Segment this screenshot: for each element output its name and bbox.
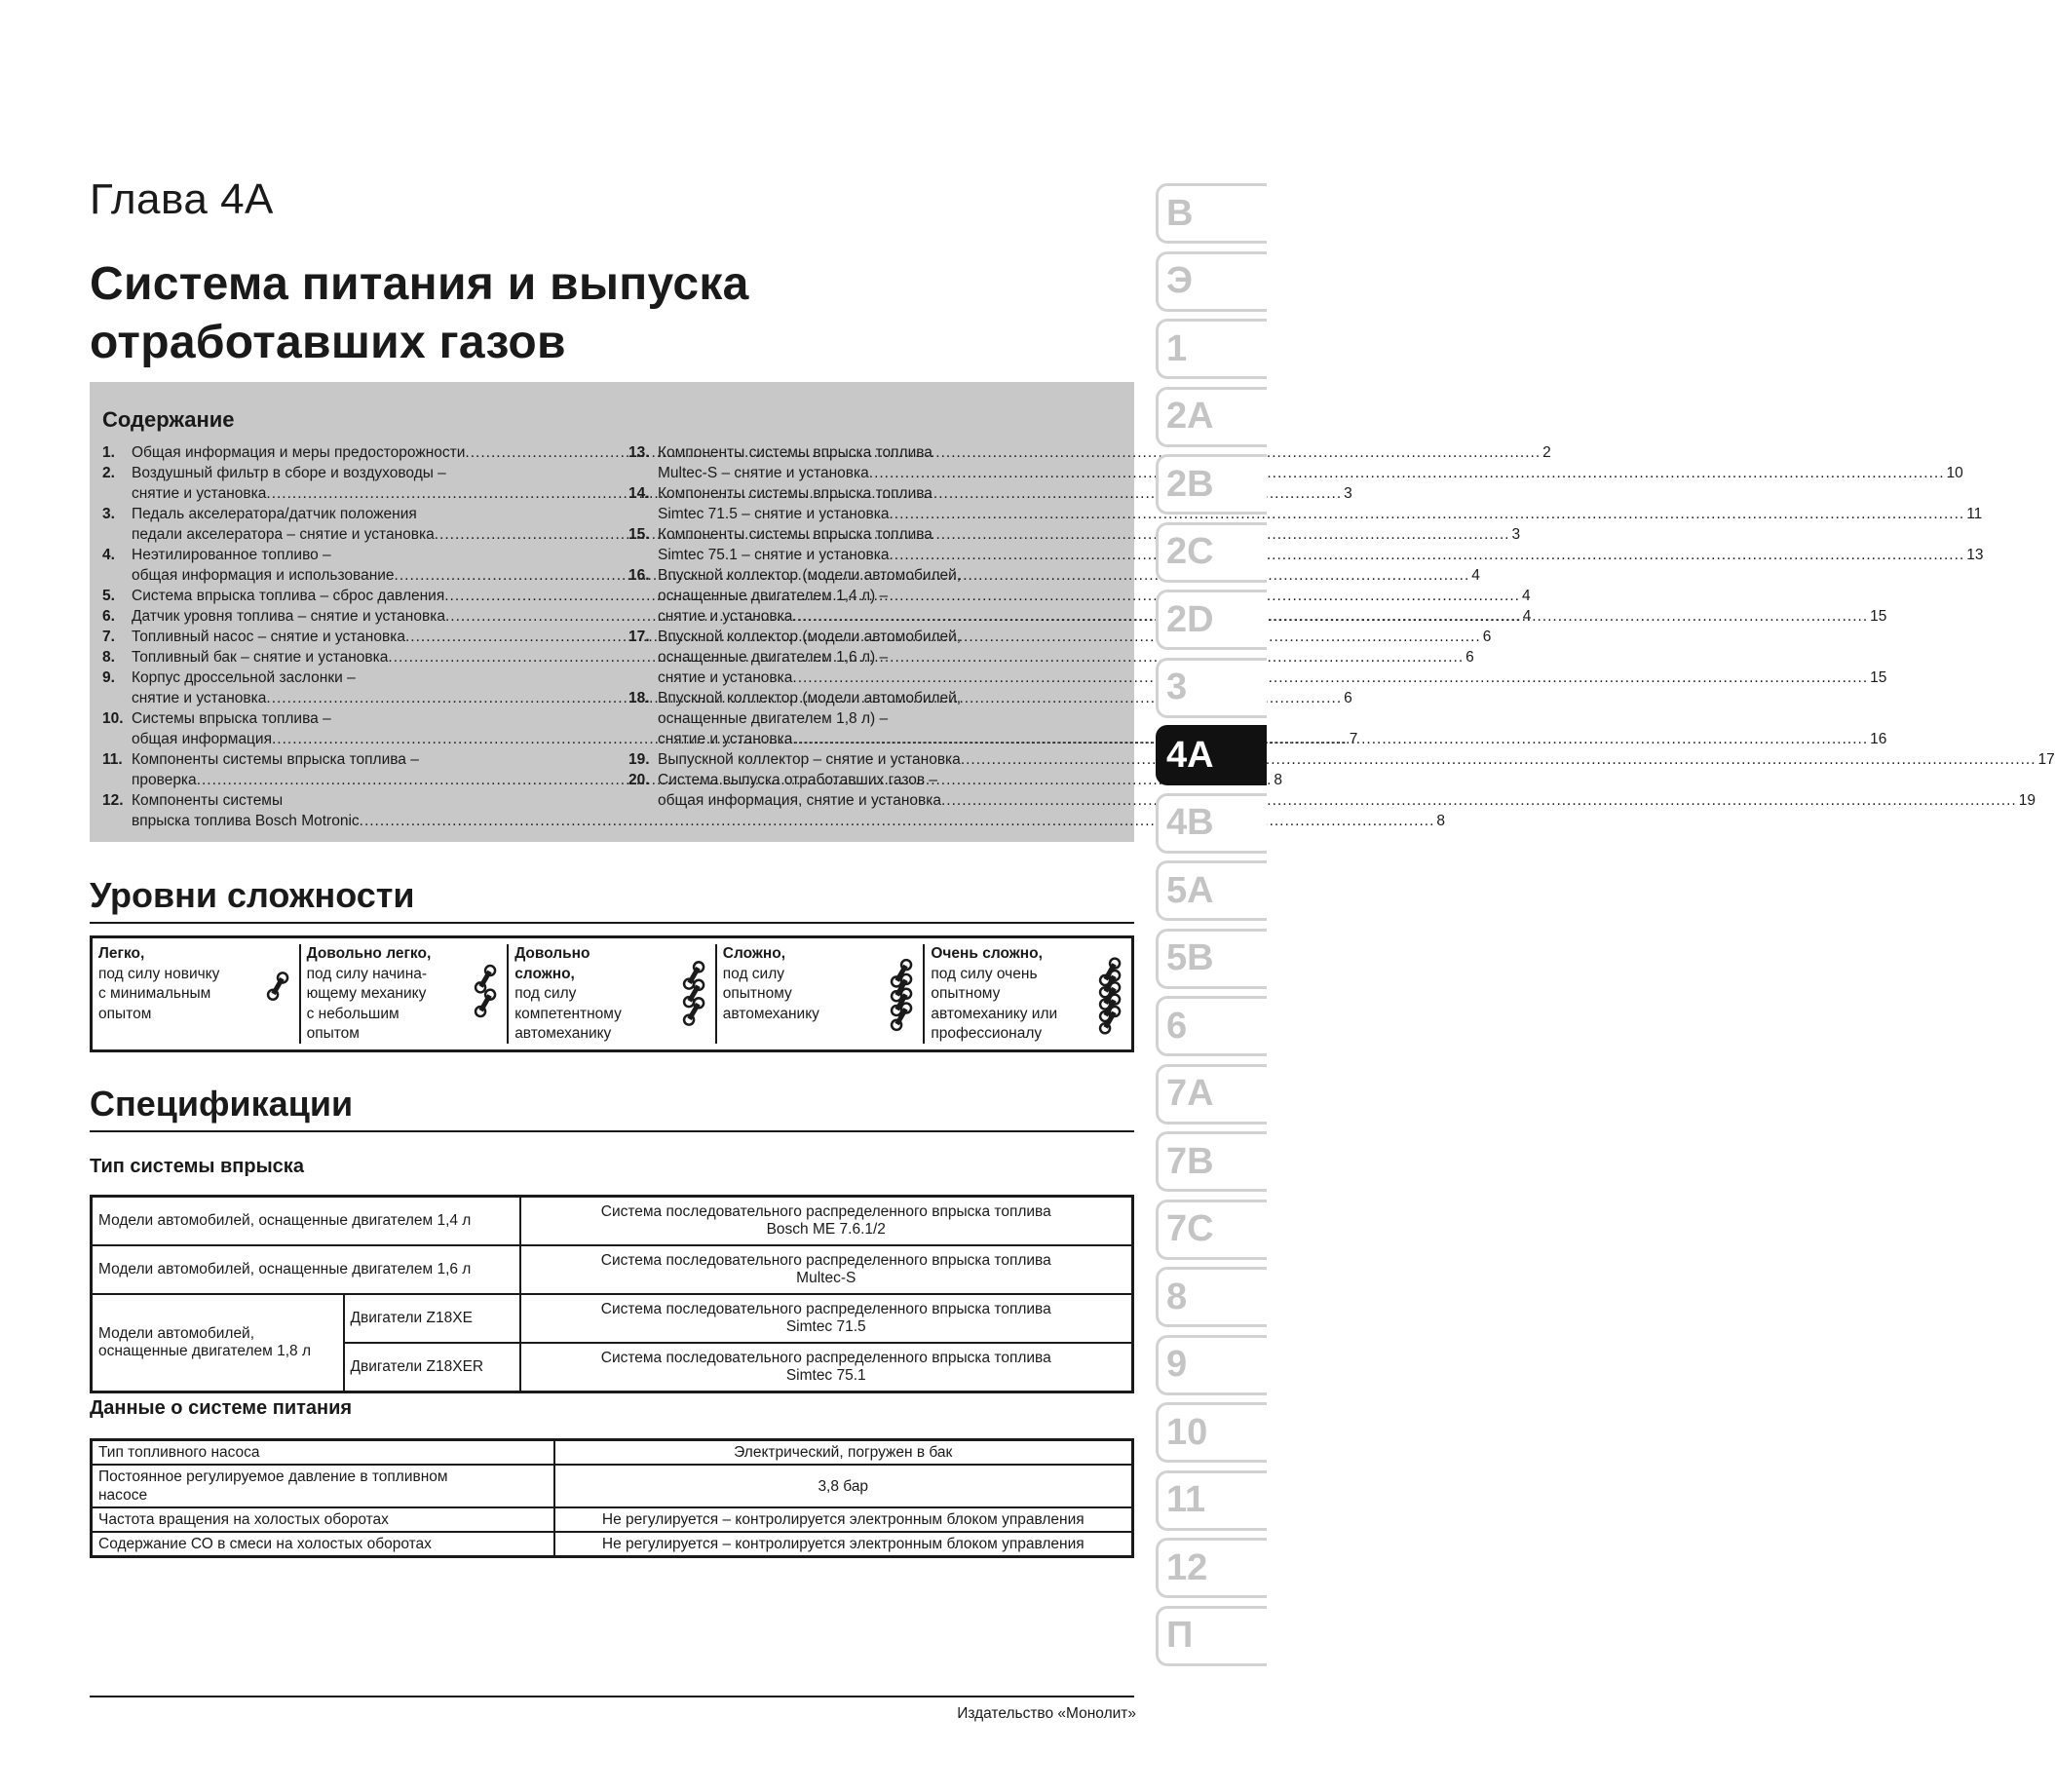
difficulty-level-name: Очень сложно, <box>931 945 1043 962</box>
toc-item-body <box>658 749 2055 770</box>
toc-item-text: впрыска топлива Bosch Motronic <box>132 813 360 829</box>
value-line: Система последовательного распределенного впрыска топлива <box>600 1350 1051 1366</box>
toc-item-page: 8 <box>1274 772 1283 788</box>
table-cell-value: Не регулируется – контролируется электронным блоком управления <box>554 1507 1133 1532</box>
toc-item-body <box>658 770 2036 811</box>
toc-item-number: 19. <box>628 751 650 768</box>
toc-item-text: снятие и установка <box>658 608 793 625</box>
difficulty-level-name: Довольно <box>514 945 590 962</box>
toc-item-line <box>658 463 1963 483</box>
difficulty-level-desc: компетентному <box>514 1005 622 1022</box>
toc-item-number: 7. <box>102 629 115 645</box>
toc-item-line <box>658 586 1886 606</box>
toc-item-number: 5. <box>102 588 115 604</box>
toc-item-line <box>658 708 1886 729</box>
table-cell-label <box>92 1294 344 1392</box>
tab-chapter-13[interactable]: 7А <box>1156 1064 1267 1125</box>
toc-item-page: 3 <box>1511 526 1521 543</box>
difficulty-level <box>717 944 926 1044</box>
toc-item-text: Компоненты системы <box>132 792 284 809</box>
toc-item-number: 3. <box>102 506 115 522</box>
toc-item-number: 4. <box>102 547 115 563</box>
label-line: Частота вращения на холостых оборотах <box>98 1511 389 1528</box>
toc-item-number: 6. <box>102 608 115 625</box>
toc-item-page: 4 <box>1522 608 1532 625</box>
toc-item-number: 17. <box>628 629 650 645</box>
toc-item-text: проверка <box>132 772 197 788</box>
toc-item-text: Топливный насос – снятие и установка <box>132 629 405 645</box>
footer-divider <box>90 1696 1134 1697</box>
difficulty-level-desc: под силу начина- <box>306 965 428 982</box>
table-cell-value <box>520 1294 1133 1343</box>
toc-item-text: педали акселератора – снятие и установка <box>132 526 435 543</box>
toc-leader-dots <box>941 790 2017 811</box>
toc-item-text: Датчик уровня топлива – снятие и установка <box>132 608 445 625</box>
label-line: Постоянное регулируемое давление в топливном <box>98 1468 448 1485</box>
difficulty-level-text <box>723 944 885 1044</box>
table-row <box>92 1465 1133 1507</box>
table-cell-label <box>92 1532 554 1557</box>
value-line: Система последовательного распределенного впрыска топлива <box>600 1252 1051 1269</box>
label-line: оснащенные двигателем 1,8 л <box>98 1343 312 1359</box>
toc-item[interactable] <box>628 627 1887 688</box>
toc-item-text: Выпускной коллектор – снятие и установка <box>658 751 961 768</box>
toc-item-text: Топливный бак – снятие и установка <box>132 649 389 666</box>
toc-leader-dots <box>792 667 1868 688</box>
tab-chapter-8[interactable]: 4А <box>1156 725 1267 785</box>
specifications-heading: Спецификации <box>90 1084 1134 1132</box>
toc-item-number: 14. <box>628 485 650 502</box>
value-line: Simtec 71.5 <box>785 1318 866 1335</box>
toc-item-text: Simtec 71.5 – снятие и установка <box>658 506 890 522</box>
table-cell-label <box>92 1507 554 1532</box>
wrench-1-icon <box>260 944 295 1044</box>
table-cell-value <box>520 1343 1133 1392</box>
tab-chapter-14[interactable]: 7В <box>1156 1131 1267 1192</box>
value-line: Bosch ME 7.6.1/2 <box>766 1221 886 1238</box>
difficulty-level-text <box>307 944 469 1044</box>
toc-item-text: Корпус дроссельной заслонки – <box>132 669 356 686</box>
table-row <box>92 1294 1133 1343</box>
toc-item-page: 3 <box>1344 485 1352 502</box>
difficulty-level-desc: автомеханику <box>722 1005 819 1022</box>
toc-item-body <box>658 483 1982 524</box>
table-cell-sublabel: Двигатели Z18XE <box>344 1294 520 1343</box>
table-cell-label <box>92 1465 554 1507</box>
toc-item-text: снятие и установка <box>132 485 267 502</box>
toc-item-body <box>658 524 1983 565</box>
toc-item-body <box>658 627 1886 688</box>
difficulty-levels <box>90 935 1134 1052</box>
toc-leader-dots <box>792 729 1868 749</box>
tab-chapter-7[interactable]: 3 <box>1156 658 1267 718</box>
toc-item-line <box>658 627 1886 647</box>
table-cell-sublabel: Двигатели Z18XER <box>344 1343 520 1392</box>
difficulty-level-desc: ющему механику <box>306 985 427 1002</box>
tab-chapter-0[interactable]: В <box>1156 183 1267 244</box>
toc-item[interactable] <box>628 442 1963 483</box>
difficulty-level <box>509 944 717 1044</box>
tab-chapter-21[interactable]: П <box>1156 1606 1267 1666</box>
tab-chapter-19[interactable]: 11 <box>1156 1470 1267 1531</box>
table-row <box>92 1532 1133 1557</box>
toc-item-text: Воздушный фильтр в сборе и воздуховоды – <box>132 465 446 481</box>
table-row <box>92 1440 1133 1466</box>
toc-leader-dots <box>889 504 1964 524</box>
tab-chapter-15[interactable]: 7С <box>1156 1200 1267 1260</box>
toc-item-page: 15 <box>1870 608 1887 625</box>
tab-chapter-4[interactable]: 2В <box>1156 454 1267 515</box>
toc-item-text: Компоненты системы впрыска топлива <box>658 485 932 502</box>
difficulty-level-desc: под силу <box>514 985 577 1002</box>
toc-item-line <box>658 565 1886 586</box>
toc-item[interactable] <box>628 688 1887 749</box>
value-line: Simtec 75.1 <box>785 1367 866 1384</box>
toc-item-number: 13. <box>628 444 650 461</box>
tab-chapter-3[interactable]: 2А <box>1156 387 1267 447</box>
table-cell-label <box>92 1440 554 1466</box>
difficulty-level-desc: опытному <box>931 985 1001 1002</box>
wrench-4-icon <box>884 944 919 1044</box>
tab-chapter-1[interactable]: Э <box>1156 251 1267 312</box>
toc-item-page: 4 <box>1521 588 1531 604</box>
difficulty-level-name: Легко, <box>98 945 145 962</box>
toc-leader-dots <box>792 606 1868 627</box>
table-cell-value: Не регулируется – контролируется электронным блоком управления <box>554 1532 1133 1557</box>
toc-item-text: Неэтилированное топливо – <box>132 547 331 563</box>
table-row <box>92 1507 1133 1532</box>
toc-item-line <box>658 545 1983 565</box>
difficulty-level-name: сложно, <box>514 965 575 982</box>
injection-type-subheading: Тип системы впрыска <box>90 1156 304 1177</box>
toc-item-line <box>658 483 1982 504</box>
label-line: насосе <box>98 1487 148 1504</box>
toc-item-line <box>658 606 1886 627</box>
tab-chapter-17[interactable]: 9 <box>1156 1335 1267 1395</box>
tab-chapter-6[interactable]: 2D <box>1156 590 1267 650</box>
page-title-line-2: отработавших газов <box>90 317 566 368</box>
difficulty-level-desc: под силу очень <box>931 965 1038 982</box>
difficulty-level <box>301 944 510 1044</box>
toc-item-text: снятие и установка <box>132 690 267 706</box>
toc-item-line <box>658 667 1886 688</box>
toc-item-text: Впускной коллектор (модели автомобилей, <box>658 690 962 706</box>
difficulty-level <box>93 944 301 1044</box>
toc-item-text: Система впрыска топлива – сброс давления <box>132 588 445 604</box>
table-row <box>92 1245 1133 1294</box>
toc-item-text: Системы впрыска топлива – <box>132 710 331 727</box>
toc-item-page: 6 <box>1482 629 1492 645</box>
toc-item-page: 6 <box>1465 649 1474 666</box>
toc-item-number: 2. <box>102 465 115 481</box>
toc-item-line <box>658 524 1983 545</box>
toc-item-text: Педаль акселератора/датчик положения <box>132 506 417 522</box>
table-cell-label: Модели автомобилей, оснащенные двигателем 1,4 л <box>92 1197 520 1246</box>
toc-item-line <box>658 647 1886 667</box>
toc-item-number: 8. <box>102 649 115 666</box>
toc-item-page: 15 <box>1870 669 1887 686</box>
difficulty-level-desc: под силу <box>722 965 785 982</box>
tab-chapter-2[interactable]: 1 <box>1156 319 1267 379</box>
difficulty-level <box>925 944 1131 1044</box>
publisher: Издательство «Монолит» <box>957 1705 1136 1722</box>
toc-item-text: Компоненты системы впрыска топлива <box>658 526 932 543</box>
toc-item-page: 4 <box>1471 567 1480 584</box>
page-title <box>90 255 749 372</box>
difficulty-level-text <box>514 944 676 1044</box>
table-cell-value: Электрический, погружен в бак <box>554 1440 1133 1466</box>
tab-chapter-16[interactable]: 8 <box>1156 1267 1267 1327</box>
toc-leader-dots <box>869 463 1945 483</box>
difficulty-level-desc: автомеханику или <box>931 1005 1058 1022</box>
toc-item-line <box>658 729 1886 749</box>
difficulty-level-name: Сложно, <box>722 945 786 962</box>
fuel-system-table <box>90 1438 1134 1558</box>
toc-item-number: 10. <box>102 710 124 727</box>
toc-item-body <box>658 688 1886 749</box>
fuel-system-subheading: Данные о системе питания <box>90 1397 353 1419</box>
toc-item-text: Общая информация и меры предосторожности <box>132 444 466 461</box>
table-cell-label: Модели автомобилей, оснащенные двигателем 1,6 л <box>92 1245 520 1294</box>
difficulty-level-desc: автомеханику <box>514 1025 612 1042</box>
label-line: Содержание СО в смеси на холостых оборотах <box>98 1536 432 1552</box>
toc-item-number: 15. <box>628 526 650 543</box>
toc-item-page: 10 <box>1946 465 1963 481</box>
wrench-3-icon <box>676 944 711 1044</box>
toc-item-page: 7 <box>1349 731 1358 747</box>
table-row <box>92 1197 1133 1246</box>
toc-item-page: 17 <box>2037 751 2055 768</box>
page-title-line-1: Система питания и выпуска <box>90 258 749 310</box>
toc-item-number: 9. <box>102 669 115 686</box>
toc-item-number: 20. <box>628 772 650 788</box>
toc-item-number: 1. <box>102 444 115 461</box>
label-line: Тип топливного насоса <box>98 1444 260 1461</box>
value-line: Система последовательного распределенного впрыска топлива <box>600 1203 1051 1220</box>
tab-chapter-18[interactable]: 10 <box>1156 1402 1267 1463</box>
difficulty-level-name: Довольно легко, <box>306 945 432 962</box>
toc-item-text: Компоненты системы впрыска топлива – <box>132 751 419 768</box>
tab-chapter-5[interactable]: 2С <box>1156 522 1267 583</box>
difficulty-level-desc: с минимальным <box>98 985 211 1002</box>
toc-item-page: 11 <box>1966 506 1983 522</box>
difficulty-level-desc: опытом <box>98 1005 152 1022</box>
toc-item-page: 6 <box>1344 690 1352 706</box>
toc-item-text: оснащенные двигателем 1,4 л) – <box>658 588 889 604</box>
toc-item-text: снятие и установка <box>658 669 793 686</box>
toc-item-text: общая информация, снятие и установка <box>658 792 941 809</box>
table-cell-value: 3,8 бар <box>554 1465 1133 1507</box>
table-cell-value <box>520 1245 1133 1294</box>
difficulty-level-text <box>98 944 260 1044</box>
toc-item-number: 18. <box>628 690 650 706</box>
toc-item-body <box>658 442 1963 483</box>
toc-item-text: Simtec 75.1 – снятие и установка <box>658 547 890 563</box>
toc-item-page: 2 <box>1542 444 1551 461</box>
tab-chapter-10[interactable]: 5А <box>1156 860 1267 921</box>
toc-item[interactable] <box>628 770 2036 811</box>
toc-item-text: оснащенные двигателем 1,8 л) – <box>658 710 889 727</box>
toc-item-page: 16 <box>1870 731 1887 747</box>
tab-chapter-20[interactable]: 12 <box>1156 1538 1267 1598</box>
tab-chapter-9[interactable]: 4В <box>1156 793 1267 854</box>
toc-item-text: Впускной коллектор (модели автомобилей, <box>658 629 962 645</box>
injection-type-table <box>90 1195 1134 1393</box>
toc-item-line <box>658 770 2036 790</box>
label-line: Модели автомобилей, <box>98 1325 255 1342</box>
difficulty-level-desc: опытному <box>722 985 792 1002</box>
toc-item-line <box>658 504 1982 524</box>
toc-item-number: 12. <box>102 792 124 809</box>
toc-leader-dots <box>961 749 2036 770</box>
toc-item-text: общая информация и использование <box>132 567 395 584</box>
toc-leader-dots <box>889 545 1964 565</box>
difficulty-level-desc: с небольшим <box>306 1005 400 1022</box>
toc-item-text: Multec-S – снятие и установка <box>658 465 869 481</box>
tab-chapter-11[interactable]: 5В <box>1156 929 1267 989</box>
toc-item-line <box>658 442 1963 463</box>
value-line: Multec-S <box>796 1270 856 1286</box>
toc-item-page: 19 <box>2018 792 2036 809</box>
chapter-label: Глава 4А <box>90 175 274 223</box>
value-line: Система последовательного распределенного впрыска топлива <box>600 1301 1051 1317</box>
difficulty-level-text <box>931 944 1092 1044</box>
toc-item-number: 11. <box>102 751 123 768</box>
difficulty-level-desc: опытом <box>306 1025 360 1042</box>
wrench-5-icon <box>1092 944 1127 1044</box>
toc-item-page: 13 <box>1966 547 1984 563</box>
toc-item-line <box>658 749 2055 770</box>
difficulty-level-desc: профессионалу <box>931 1025 1043 1042</box>
toc-item-page: 8 <box>1436 813 1445 829</box>
toc-item-line <box>658 790 2036 811</box>
toc-item-text: Впускной коллектор (модели автомобилей, <box>658 567 962 584</box>
levels-heading: Уровни сложности <box>90 875 1134 924</box>
toc-item-text: Система выпуска отработавших газов – <box>658 772 938 788</box>
tab-chapter-12[interactable]: 6 <box>1156 996 1267 1056</box>
toc-item-text: оснащенные двигателем 1,6 л) – <box>658 649 889 666</box>
toc-item-body <box>658 565 1886 627</box>
toc-item-text: общая информация <box>132 731 272 747</box>
toc-title: Содержание <box>102 407 235 432</box>
wrench-2-icon <box>468 944 503 1044</box>
table-cell-value <box>520 1197 1133 1246</box>
difficulty-level-desc: под силу новичку <box>98 965 220 982</box>
toc-item-number: 16. <box>628 567 650 584</box>
toc-item-text: Компоненты системы впрыска топлива <box>658 444 932 461</box>
toc-item-line <box>658 688 1886 708</box>
toc-item-text: снятие и установка <box>658 731 793 747</box>
